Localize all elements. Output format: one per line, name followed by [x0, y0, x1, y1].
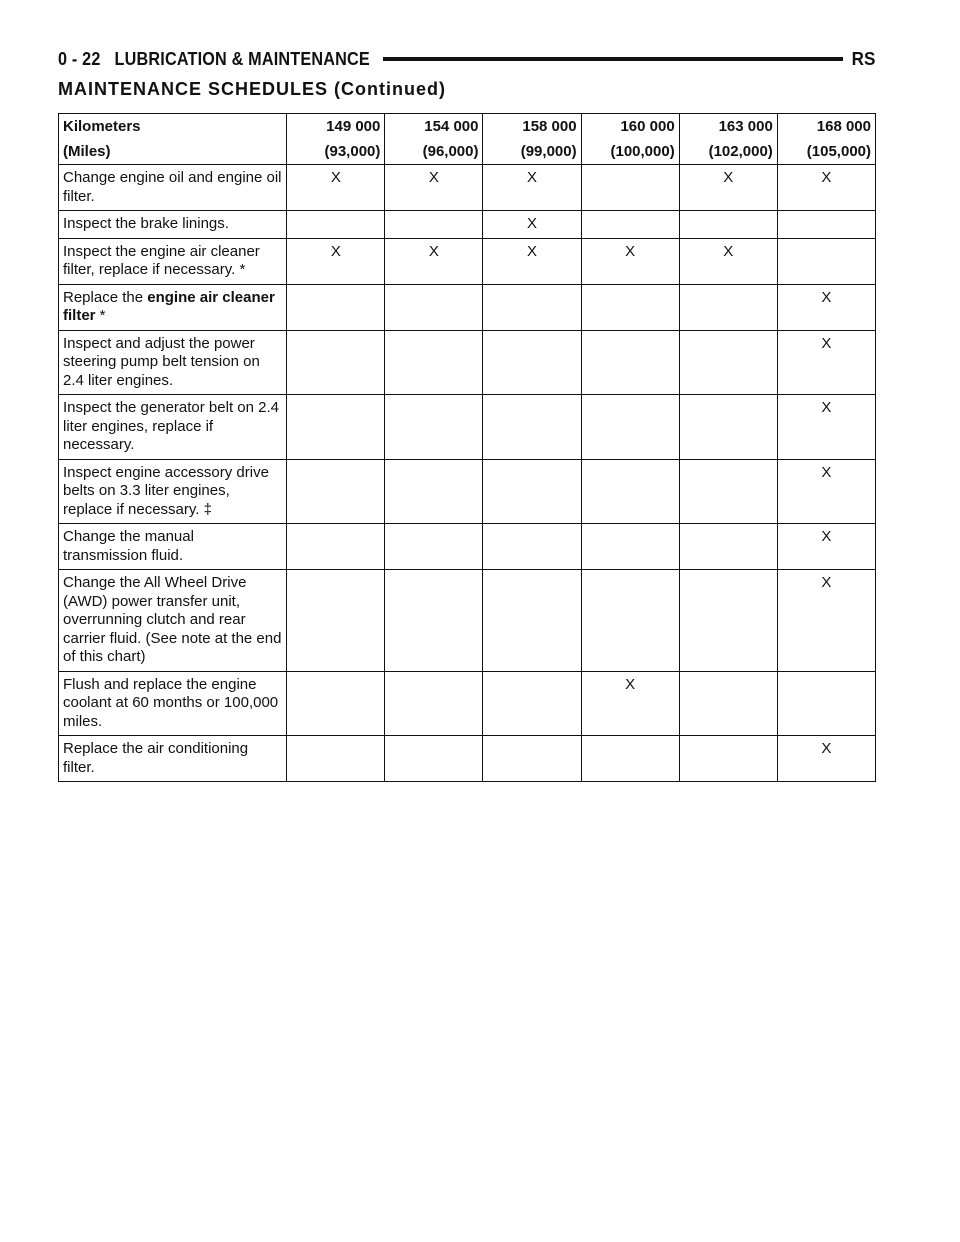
mark-cell: [483, 330, 581, 395]
mark-cell: [777, 211, 875, 239]
task-cell: Change engine oil and engine oil filter.: [59, 165, 287, 211]
mark-cell: X: [777, 330, 875, 395]
mark-cell: [483, 459, 581, 524]
column-km: 163 000: [718, 118, 773, 135]
column-miles: (100,000): [610, 143, 675, 160]
mark-cell: X: [777, 459, 875, 524]
mark-cell: X: [385, 238, 483, 284]
mark-cell: X: [679, 238, 777, 284]
mark-cell: [581, 165, 679, 211]
column-header: [679, 114, 777, 165]
mark-cell: X: [777, 284, 875, 330]
mark-cell: X: [581, 238, 679, 284]
column-km: 168 000: [816, 118, 871, 135]
mark-cell: [385, 736, 483, 782]
task-cell: Inspect the engine air cleaner filter, replace if necessary. *: [59, 238, 287, 284]
mark-cell: X: [287, 238, 385, 284]
column-miles: (105,000): [806, 143, 871, 160]
table-row: [59, 165, 876, 211]
task-cell: Change the All Wheel Drive (AWD) power transfer unit, overrunning clutch and rear carrier fluid. (See note at the end of this chart): [59, 570, 287, 672]
mark-cell: [385, 671, 483, 736]
mark-cell: X: [287, 165, 385, 211]
table-header-row: [59, 114, 876, 165]
mark-cell: [287, 459, 385, 524]
mark-cell: [385, 570, 483, 672]
task-cell: Inspect the brake linings.: [59, 211, 287, 239]
mark-cell: [385, 524, 483, 570]
header-corner: [59, 114, 287, 165]
page-number: 0 - 22: [58, 49, 101, 69]
column-miles: (102,000): [708, 143, 773, 160]
column-km: 154 000: [424, 118, 479, 135]
column-header: [385, 114, 483, 165]
mark-cell: [679, 395, 777, 460]
mark-cell: [581, 524, 679, 570]
column-miles: (99,000): [520, 143, 577, 160]
task-text: Replace the: [63, 288, 148, 306]
task-bold-text: engine air cleaner filter: [63, 288, 275, 324]
mark-cell: [385, 459, 483, 524]
task-cell: Replace the air conditioning filter.: [59, 736, 287, 782]
table-row: [59, 330, 876, 395]
table-row: [59, 671, 876, 736]
mark-cell: [581, 570, 679, 672]
column-header: [777, 114, 875, 165]
mark-cell: [679, 330, 777, 395]
mark-cell: [385, 211, 483, 239]
task-cell: Change the manual transmission fluid.: [59, 524, 287, 570]
mark-cell: [483, 395, 581, 460]
page-header-text: [58, 50, 370, 68]
mark-cell: X: [483, 238, 581, 284]
mark-cell: [581, 330, 679, 395]
mark-cell: [679, 570, 777, 672]
table-row: [59, 211, 876, 239]
column-km: 158 000: [522, 118, 577, 135]
mark-cell: X: [483, 165, 581, 211]
kilometers-label: Kilometers: [63, 118, 141, 135]
mark-cell: [581, 395, 679, 460]
table-row: [59, 736, 876, 782]
column-header: [581, 114, 679, 165]
mark-cell: [287, 736, 385, 782]
miles-label: (Miles): [63, 143, 111, 160]
mark-cell: X: [581, 671, 679, 736]
mark-cell: X: [777, 165, 875, 211]
column-km: 160 000: [620, 118, 675, 135]
mark-cell: [679, 524, 777, 570]
mark-cell: [385, 395, 483, 460]
task-cell: Inspect the generator belt on 2.4 liter engines, replace if necessary.: [59, 395, 287, 460]
mark-cell: [679, 736, 777, 782]
table-row: [59, 238, 876, 284]
task-cell: Flush and replace the engine coolant at 60 months or 100,000 miles.: [59, 671, 287, 736]
mark-cell: [287, 395, 385, 460]
mark-cell: [483, 284, 581, 330]
mark-cell: [287, 524, 385, 570]
mark-cell: [483, 671, 581, 736]
mark-cell: [581, 736, 679, 782]
mark-cell: [287, 211, 385, 239]
mark-cell: [287, 570, 385, 672]
mark-cell: X: [483, 211, 581, 239]
header-rule: [383, 57, 843, 61]
mark-cell: [581, 211, 679, 239]
page-header: [58, 44, 876, 74]
task-cell: Inspect and adjust the power steering pump belt tension on 2.4 liter engines.: [59, 330, 287, 395]
mark-cell: [287, 671, 385, 736]
table-row: [59, 395, 876, 460]
column-header: [287, 114, 385, 165]
mark-cell: [679, 459, 777, 524]
column-miles: (96,000): [422, 143, 479, 160]
mark-cell: [679, 284, 777, 330]
task-footnote: *: [95, 307, 106, 324]
column-miles: (93,000): [324, 143, 381, 160]
mark-cell: [287, 284, 385, 330]
mark-cell: [581, 284, 679, 330]
mark-cell: X: [777, 524, 875, 570]
table-row: [59, 459, 876, 524]
table-row: [59, 524, 876, 570]
mark-cell: X: [385, 165, 483, 211]
mark-cell: X: [777, 395, 875, 460]
maintenance-schedule-table: [58, 113, 876, 782]
mark-cell: [287, 330, 385, 395]
table-row: [59, 284, 876, 330]
mark-cell: X: [679, 165, 777, 211]
mark-cell: [679, 211, 777, 239]
page-title: MAINTENANCE SCHEDULES (Continued): [58, 79, 446, 99]
mark-cell: [385, 330, 483, 395]
mark-cell: [581, 459, 679, 524]
section-name: LUBRICATION & MAINTENANCE: [114, 49, 370, 69]
mark-cell: [483, 736, 581, 782]
mark-cell: [385, 284, 483, 330]
column-header: [483, 114, 581, 165]
mark-cell: [679, 671, 777, 736]
mark-cell: X: [777, 570, 875, 672]
task-cell: Inspect engine accessory drive belts on 3.3 liter engines, replace if necessary. ‡: [59, 459, 287, 524]
table-row: [59, 570, 876, 672]
mark-cell: [483, 570, 581, 672]
mark-cell: [777, 671, 875, 736]
mark-cell: X: [777, 736, 875, 782]
mark-cell: [777, 238, 875, 284]
column-km: 149 000: [326, 118, 381, 135]
task-cell: [59, 284, 287, 330]
section-code: RS: [851, 49, 876, 69]
mark-cell: [483, 524, 581, 570]
